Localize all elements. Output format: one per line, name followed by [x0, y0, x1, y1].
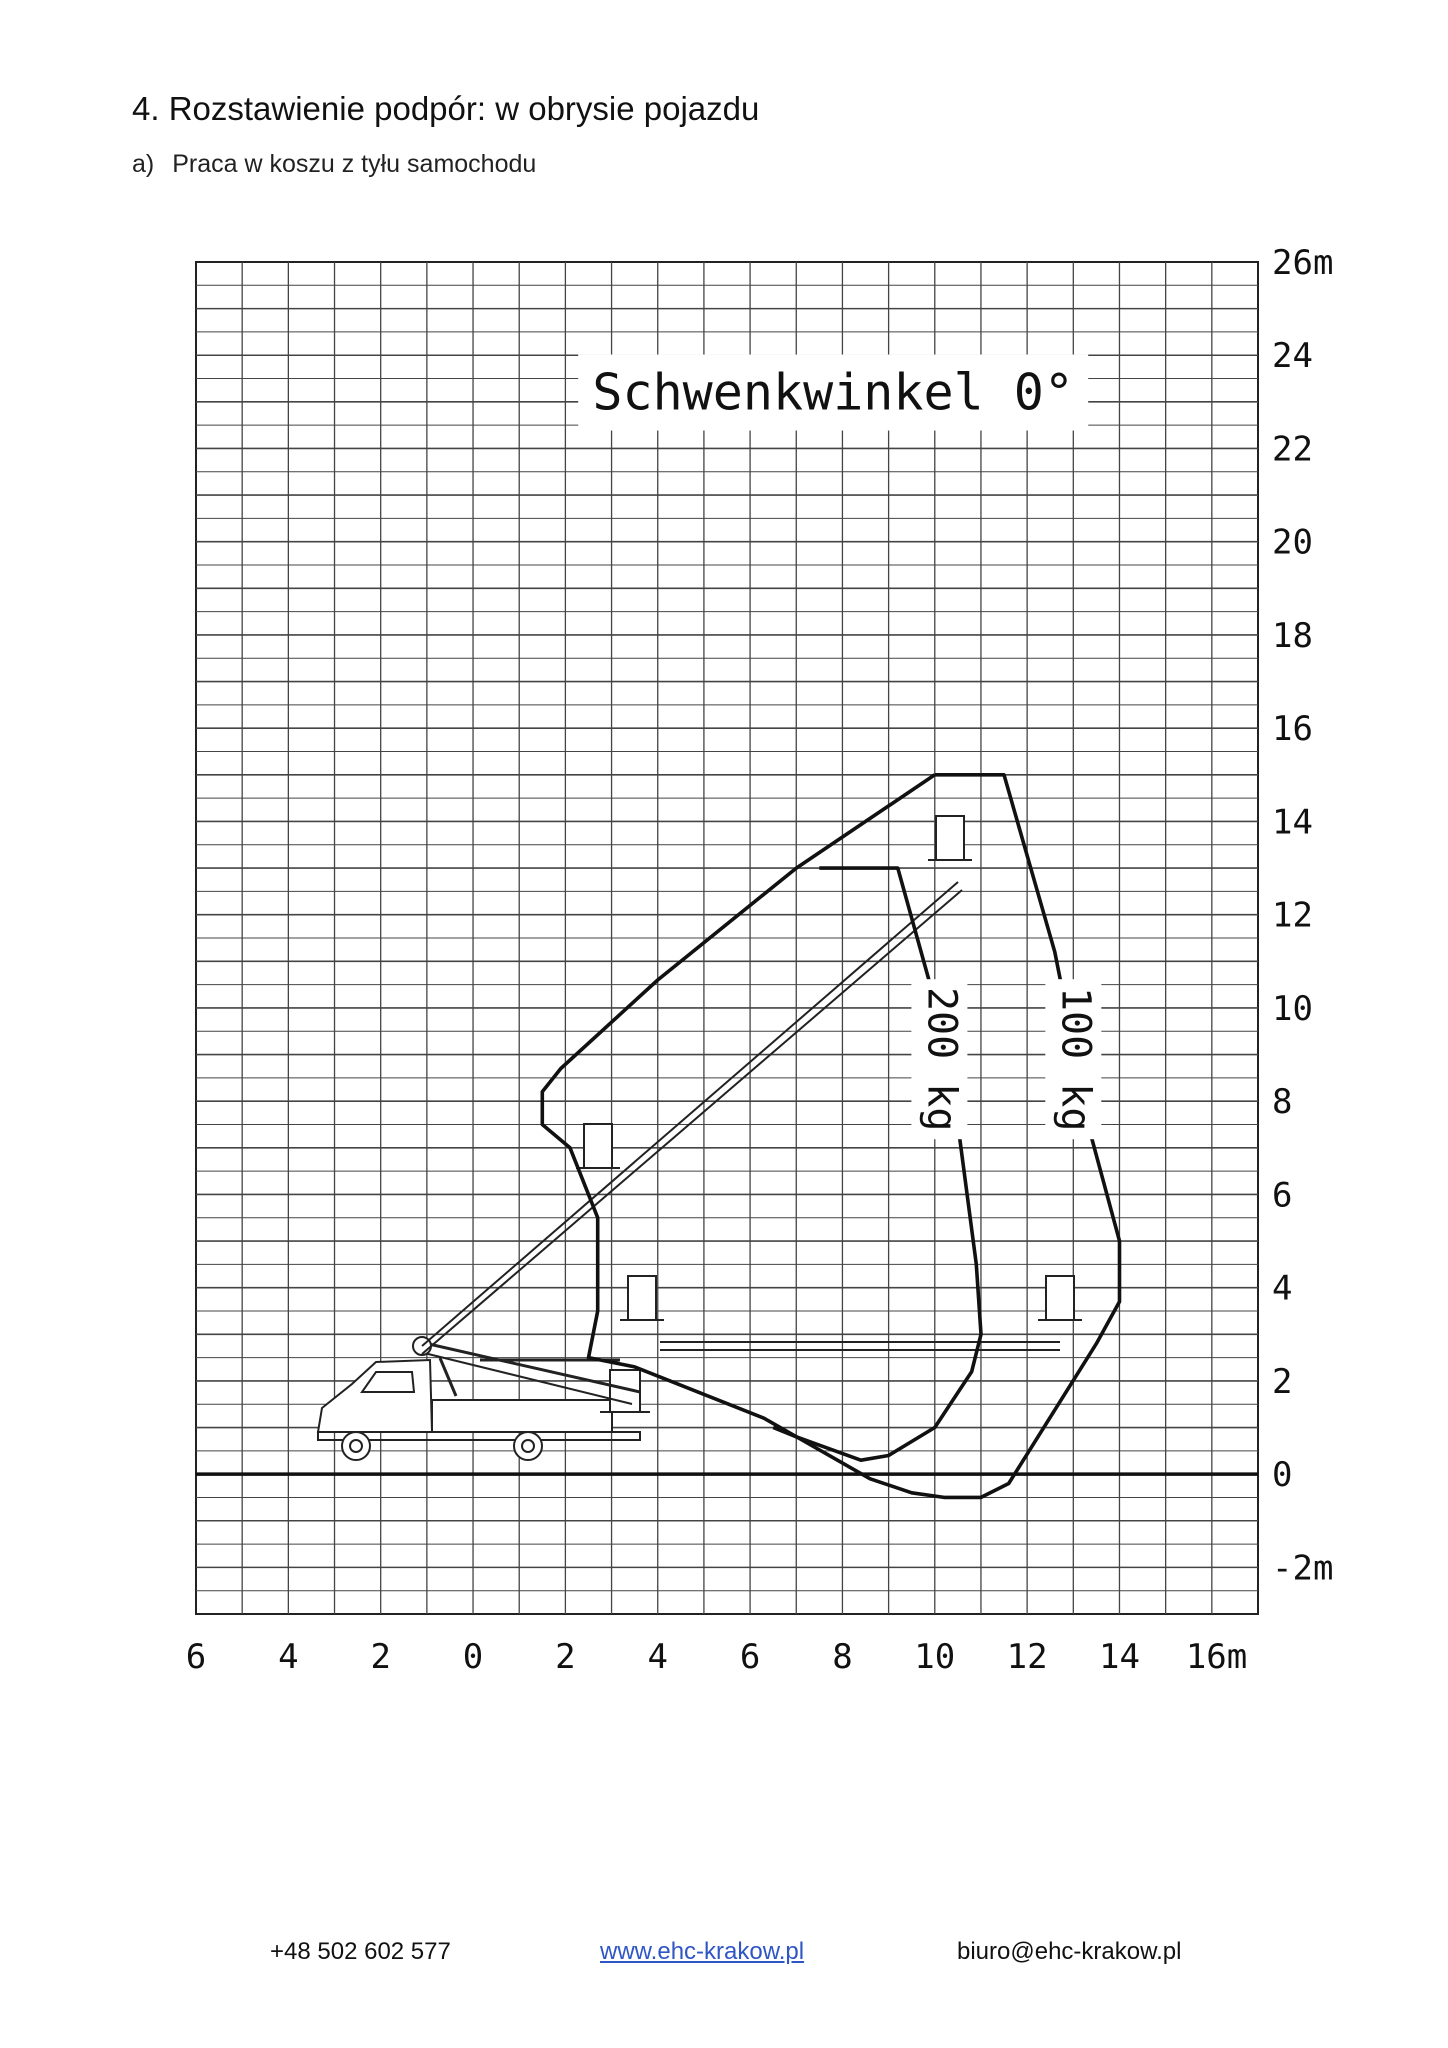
y-tick-label: 2	[1272, 1361, 1293, 1402]
y-tick-label: 6	[1272, 1175, 1293, 1216]
chart-title: Schwenkwinkel 0°	[592, 363, 1075, 422]
x-tick-label: 0	[462, 1637, 484, 1677]
subtitle-marker: a)	[132, 150, 155, 178]
y-tick-label: 10	[1272, 988, 1313, 1029]
y-tick-label: 26m	[1272, 243, 1334, 283]
x-tick-label: 8	[832, 1637, 853, 1677]
y-tick-label: 12	[1272, 895, 1313, 936]
chart-labels	[186, 243, 1334, 1677]
y-tick-label: 14	[1272, 802, 1313, 843]
y-tick-label: 22	[1272, 429, 1313, 470]
y-tick-label: -2m	[1272, 1548, 1334, 1589]
x-tick-label: 12	[1006, 1637, 1048, 1677]
x-tick-label: 2	[555, 1637, 576, 1677]
subtitle-text: Praca w koszu z tyłu samochodu	[172, 150, 537, 178]
x-tick-label: 2	[370, 1637, 391, 1677]
y-tick-label: 20	[1272, 522, 1313, 563]
y-tick-label: 18	[1272, 615, 1313, 656]
x-tick-label: 6	[185, 1637, 207, 1677]
y-tick-label: 4	[1272, 1268, 1293, 1309]
series-curve-200kg	[773, 868, 981, 1460]
y-tick-label: 0	[1272, 1455, 1293, 1496]
y-tick-label: 16	[1272, 709, 1313, 750]
x-tick-label: 14	[1099, 1637, 1140, 1677]
section-title: 4. Rozstawienie podpór: w obrysie pojazdu	[132, 90, 760, 127]
footer-website-link[interactable]: www.ehc-krakow.pl	[600, 1938, 805, 1965]
x-tick-label: 4	[647, 1637, 668, 1677]
x-tick-label: 6	[739, 1637, 761, 1677]
x-tick-label: 16m	[1185, 1637, 1248, 1677]
x-tick-label: 4	[278, 1637, 299, 1677]
x-tick-label: 10	[914, 1637, 956, 1677]
curve-label: 200 kg	[918, 986, 965, 1132]
y-tick-label: 24	[1272, 336, 1313, 377]
y-tick-label: 8	[1272, 1082, 1293, 1123]
footer-phone: +48 502 602 577	[270, 1938, 451, 1965]
footer-email: biuro@ehc-krakow.pl	[957, 1938, 1182, 1965]
curve-label: 100 kg	[1052, 986, 1099, 1132]
